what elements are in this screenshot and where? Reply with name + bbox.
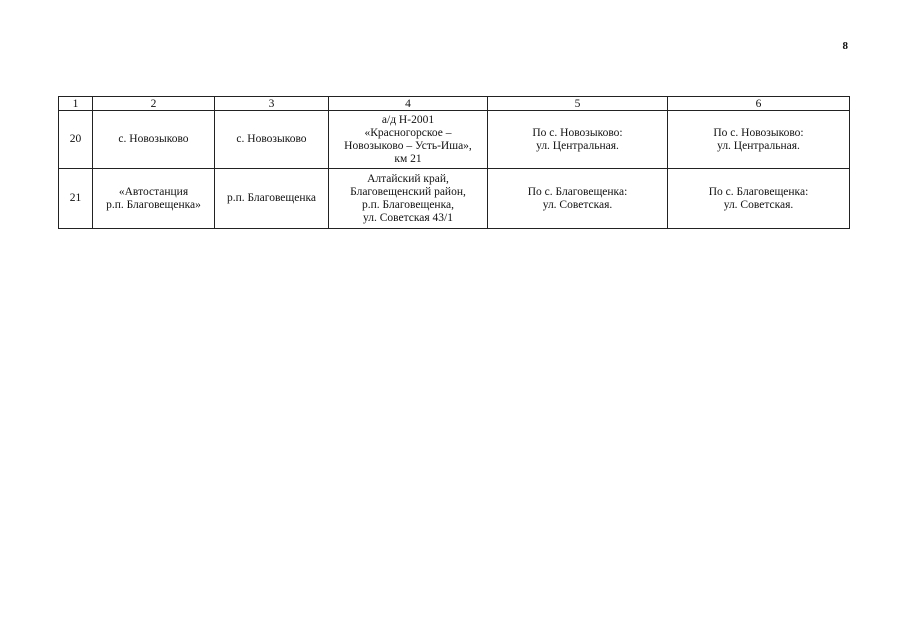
cell-line: с. Новозыково [118,133,189,145]
cell-line: ул. Советская 43/1 [362,211,454,224]
cell-line: По с. Новозыково: [713,126,804,139]
header-col-2: 2 [93,97,215,111]
header-col-4: 4 [329,97,488,111]
cell-line: Алтайский край, [367,172,449,185]
route-forward [488,169,668,229]
cell-line: ул. Центральная. [717,139,800,152]
cell-line: а/д Н-2001 [381,113,435,126]
header-col-5: 5 [488,97,668,111]
header-col-6: 6 [668,97,850,111]
header-row [59,97,850,111]
header-col-3: 3 [215,97,329,111]
header-col-1: 1 [59,97,93,111]
route-forward [488,111,668,169]
cell-line: р.п. Благовещенка, [362,198,454,211]
stop-name [93,111,215,169]
table-row [59,169,850,229]
route-table [58,96,850,229]
cell-line: «Красногорское – [364,126,452,139]
table-row [59,111,850,169]
route-backward [668,111,850,169]
settlement [215,111,329,169]
row-number: 21 [59,169,93,229]
cell-line: км 21 [394,152,422,165]
route-backward [668,169,850,229]
cell-line: ул. Центральная. [536,139,619,152]
cell-line: р.п. Благовещенка» [106,198,201,211]
page-number: 8 [842,40,848,52]
settlement [215,169,329,229]
cell-line: р.п. Благовещенка [226,192,317,204]
cell-line: Новозыково – Усть-Иша», [344,139,472,152]
cell-line: По с. Благовещенка: [527,185,628,198]
cell-line: ул. Советская. [542,198,613,211]
location [329,111,488,169]
cell-line: «Автостанция [118,185,189,198]
stop-name [93,169,215,229]
cell-line: Благовещенский район, [350,185,466,198]
cell-line: По с. Новозыково: [532,126,623,139]
cell-line: По с. Благовещенка: [708,185,809,198]
cell-line: с. Новозыково [236,133,307,145]
row-number: 20 [59,111,93,169]
cell-line: ул. Советская. [723,198,794,211]
location [329,169,488,229]
